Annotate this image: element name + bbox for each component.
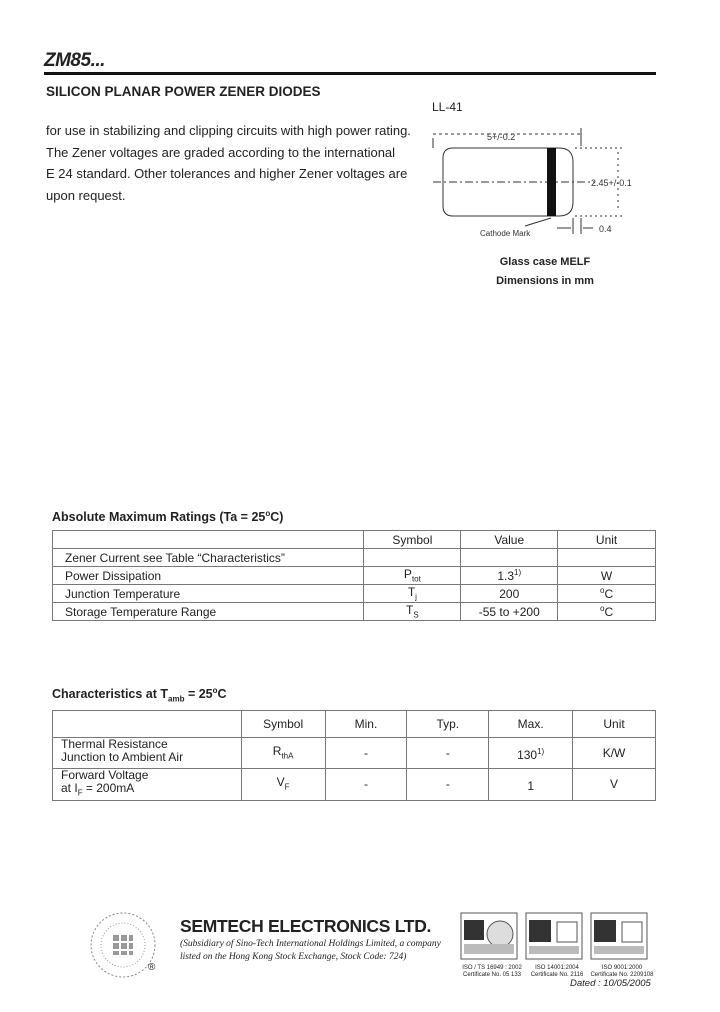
description-line: for use in stabilizing and clipping circuits with high power rating. [46, 123, 411, 138]
table-row: Zener Current see Table “Characteristics” [53, 549, 656, 567]
characteristics-table [52, 710, 656, 801]
cert-badge-iso14001: ISO 14001:2004 Certificate No. 2116 [525, 912, 583, 979]
company-name: SEMTECH ELECTRONICS LTD. [180, 916, 432, 936]
table-row: Forward Voltage at $I_F = 200mA$ $V_F$ - - 1 V [53, 769, 656, 800]
leader-line [525, 218, 551, 226]
package-caption-2: Dimensions in mm [496, 275, 594, 287]
description [46, 120, 416, 206]
abs-max-table [52, 530, 656, 621]
cathode-label: Cathode Mark [480, 229, 531, 238]
description-line: E 24 standard. Other tolerances and higher Zener voltages are [46, 166, 408, 181]
cathode-band [547, 148, 556, 216]
table-header-row: Symbol Min. Typ. Max. Unit [53, 711, 656, 738]
table-row: Storage Temperature Range $T_S$ -55 to +200 $^o$C [53, 603, 656, 621]
title-rule [44, 72, 656, 75]
cert-badge-icon [525, 912, 583, 960]
table-row: Power Dissipation $P_{tot}$ 1.3$^{1)}$ W [53, 567, 656, 585]
description-line: The Zener voltages are graded according to the international [46, 144, 396, 160]
diameter-label: 2.45+/-0.1 [591, 178, 632, 188]
cert-badge-ts16949: ISO / TS 16949 : 2002 Certificate No. 05 133 [460, 912, 518, 979]
characteristics-title: Characteristics at $T_{amb} = 25^oC$ [52, 686, 227, 704]
length-label: 5+/-0.2 [487, 132, 516, 142]
dated-label: Dated : 10/05/2005 [570, 978, 651, 989]
cert-badge-icon [590, 912, 648, 960]
company-note: (Subsidiary of Sino-Tech International Holdings Limited, a company listed on the Hong Kong Stock Exchange, Stock Code: 724) [180, 939, 441, 962]
table-header-row: Symbol Value Unit [53, 531, 656, 549]
document-subtitle: SILICON PLANAR POWER ZENER DIODES [46, 84, 321, 99]
cert-badge-icon [460, 912, 518, 960]
end-label: 0.4 [599, 224, 612, 234]
package-caption-1: Glass case MELF [499, 256, 591, 268]
registered-mark: ® [148, 962, 156, 973]
description-line: upon request. [46, 187, 126, 203]
abs-max-title: Absolute Maximum Ratings $(Ta = 25^oC)$ [52, 509, 284, 525]
table-row: Thermal Resistance Junction to Ambient Air $R_{thA}$ - - 130$^{1)}$ K/W [53, 738, 656, 769]
table-row: Junction Temperature $T_j$ 200 $^o$C [53, 585, 656, 603]
package-diagram [425, 118, 655, 243]
document-title: ZM85... [44, 50, 105, 71]
package-name: LL-41 [432, 100, 463, 114]
cert-badge-iso9001: ISO 9001:2000 Certificate No. 2209108 [590, 912, 648, 979]
